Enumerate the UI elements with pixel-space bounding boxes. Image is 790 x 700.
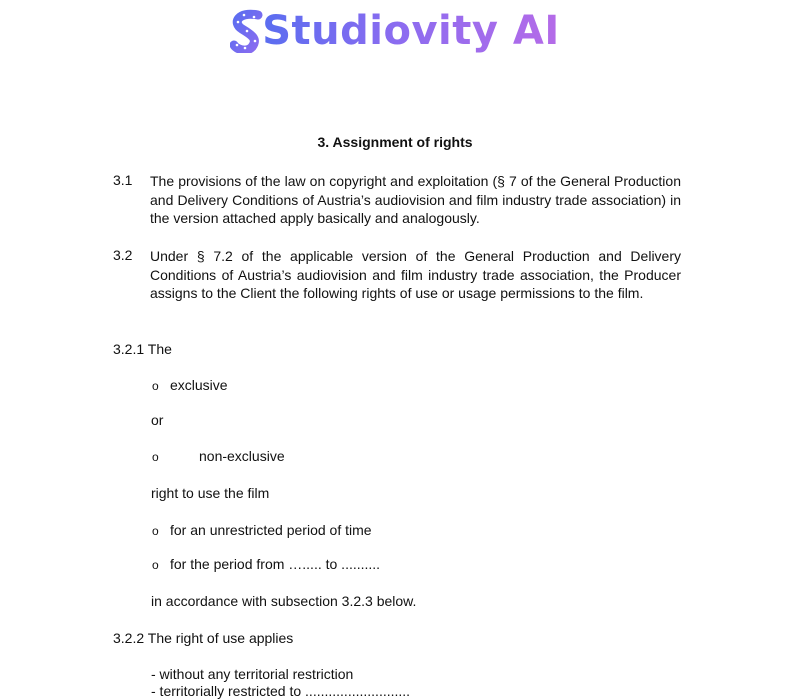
right-to-use-text: right to use the film bbox=[151, 485, 270, 501]
checkbox-non-exclusive[interactable]: o bbox=[152, 450, 159, 464]
accordance-text: in accordance with subsection 3.2.3 below. bbox=[151, 593, 417, 609]
option-fixed-period: for the period from …..... to .......... bbox=[170, 556, 381, 572]
checkbox-exclusive[interactable]: o bbox=[152, 379, 159, 393]
logo-text: Studiovity AI bbox=[262, 8, 560, 54]
clause-text-3-1: The provisions of the law on copyright and exploitation (§ 7 of the General Production and Delivery Conditions of Austria’s audiovision and film industry trade association) in the version attached apply basically and analogously. bbox=[150, 173, 681, 226]
no-territorial-restriction: - without any territorial restriction bbox=[151, 666, 354, 682]
territorial-restriction: - territorially restricted to ........................... bbox=[151, 683, 411, 699]
clause-3-2-1: 3.2.1 The bbox=[113, 341, 172, 357]
clause-number-3-2: 3.2 bbox=[113, 247, 133, 263]
or-text: or bbox=[151, 412, 164, 428]
clause-3-2-2: 3.2.2 The right of use applies bbox=[113, 630, 294, 646]
studiovity-logo bbox=[0, 6, 790, 56]
option-exclusive: exclusive bbox=[170, 377, 228, 393]
checkbox-fixed-period[interactable]: o bbox=[152, 558, 159, 572]
checkbox-unrestricted-period[interactable]: o bbox=[152, 524, 159, 538]
film-reel-s-icon bbox=[230, 9, 264, 53]
clause-number-3-1: 3.1 bbox=[113, 172, 133, 188]
section-heading: 3. Assignment of rights bbox=[317, 134, 473, 150]
option-unrestricted-period: for an unrestricted period of time bbox=[170, 522, 372, 538]
clause-text-3-2: Under § 7.2 of the applicable version of the General Production and Delivery Conditions of Austria’s audiovision and film industry trade association, the Producer assigns to the Client the following rights of use or usage permissions to the film. bbox=[150, 248, 681, 301]
option-non-exclusive: non-exclusive bbox=[199, 448, 285, 464]
